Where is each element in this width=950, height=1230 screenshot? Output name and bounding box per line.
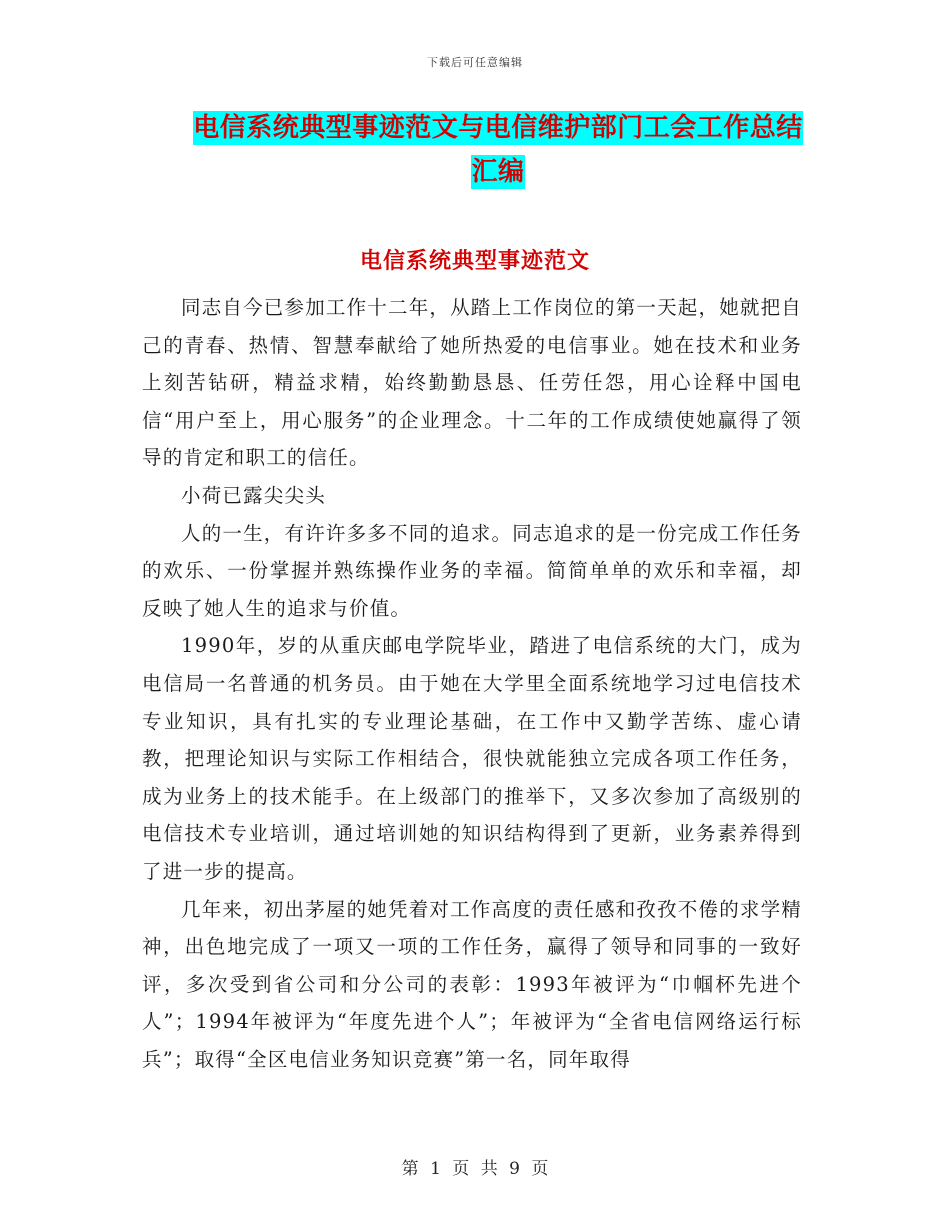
- document-body: [142, 289, 802, 1078]
- body-paragraph: 人的一生，有许许多多不同的追求。同志追求的是一份完成工作任务的欢乐、一份掌握并熟练操作业务的幸福。简简单单的欢乐和幸福，却反映了她人生的追求与价值。: [142, 521, 803, 620]
- document-title: [188, 106, 808, 194]
- page-number-footer: 第 1 页 共 9 页: [401, 1159, 549, 1179]
- subheading-paragraph: 小荷已露尖尖头: [181, 483, 326, 507]
- page-header-note: 下载后可任意编辑: [427, 56, 523, 69]
- body-paragraph: 1990年，岁的从重庆邮电学院毕业，踏进了电信系统的大门，成为电信局一名普通的机务员。由于她在大学里全面系统地学习过电信技术专业知识，具有扎实的专业理论基础，在工作中又勤学苦练、虚心请教，把理论知识与实际工作相结合，很快就能独立完成各项工作任务，成为业务上的技术能手。在上级部门的推举下，又多次参加了高级别的电信技术专业培训，通过培训她的知识结构得到了更新，业务素养得到了进一步的提高。: [142, 634, 802, 883]
- document-title-text: 电信系统典型事迹范文与电信维护部门工会工作总结汇编: [193, 113, 803, 187]
- body-paragraph: 几年来，初出茅屋的她凭着对工作高度的责任感和孜孜不倦的求学精神，出色地完成了一项又一项的工作任务，赢得了领导和同事的一致好评，多次受到省公司和分公司的表彰：1993年被评为“巾帼杯先进个人”；1994年被评为“年度先进个人”；年被评为“全省电信网络运行标兵”；取得“全区电信业务知识竞赛”第一名，同年取得: [142, 897, 803, 1071]
- section-title: 电信系统典型事迹范文: [359, 248, 590, 274]
- body-paragraph: 同志自今已参加工作十二年，从踏上工作岗位的第一天起，她就把自己的青春、热情、智慧奉献给了她所热爱的电信事业。她在技术和业务上刻苦钻研，精益求精，始终勤勤恳恳、任劳任怨，用心诠释中国电信“用户至上，用心服务”的企业理念。十二年的工作成绩使她赢得了领导的肯定和职工的信任。: [142, 296, 803, 470]
